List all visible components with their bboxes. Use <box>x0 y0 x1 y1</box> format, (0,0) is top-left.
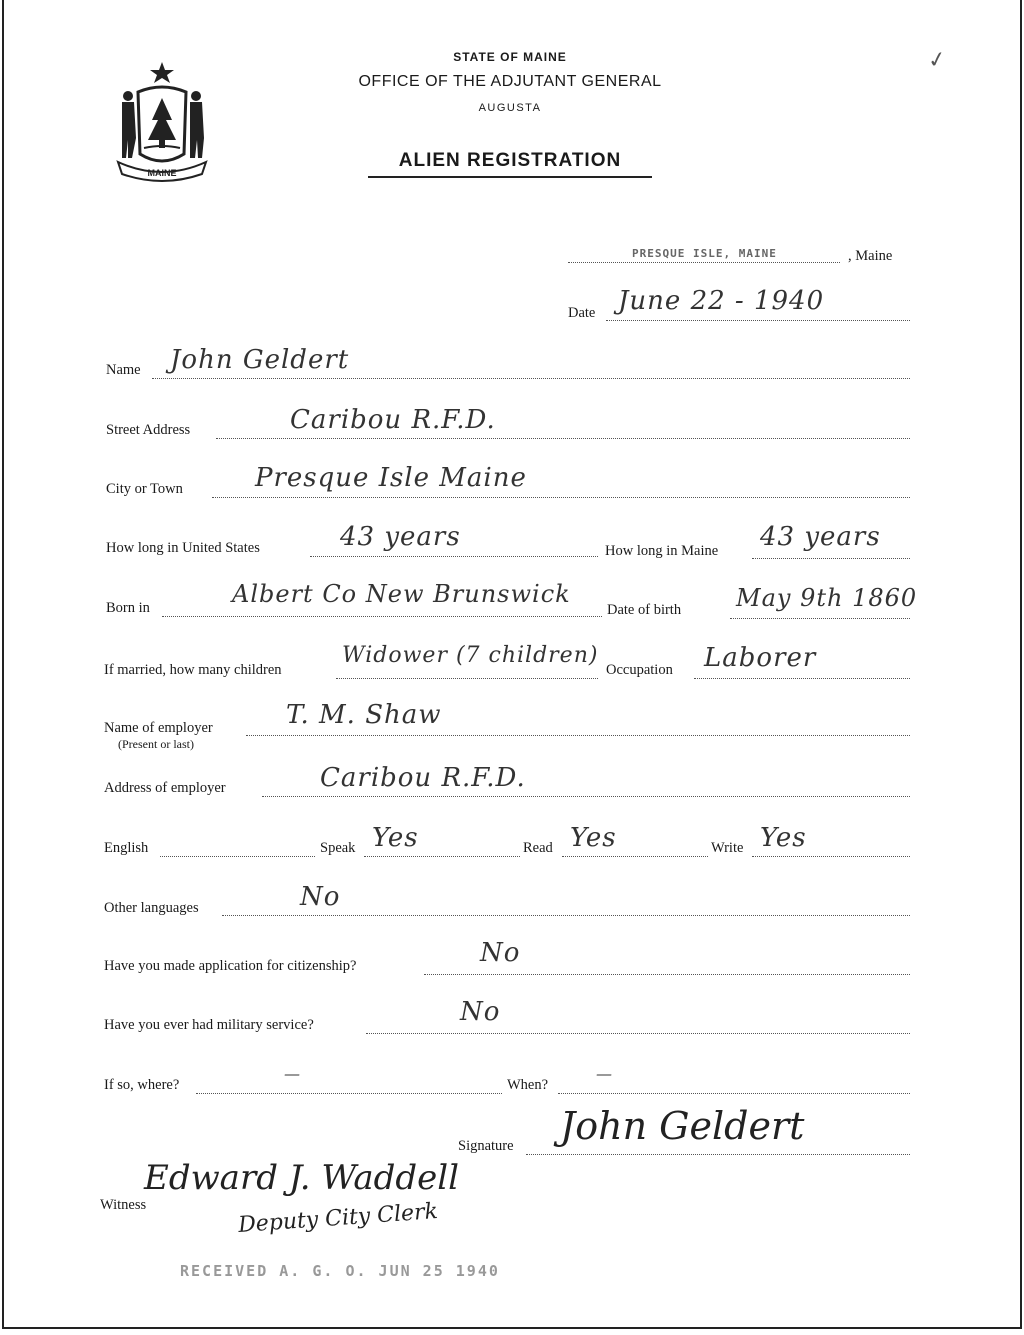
signature-value: John Geldert <box>560 1104 805 1148</box>
when-label: When? <box>507 1077 549 1093</box>
speak-line <box>364 856 520 857</box>
read-line <box>562 856 708 857</box>
children-value: Widower (7 children) <box>342 643 599 668</box>
military-value: No <box>460 997 501 1027</box>
street-value: Caribou R.F.D. <box>290 405 496 435</box>
how-long-us-label: How long in United States <box>106 540 260 556</box>
witness-title: Deputy City Clerk <box>237 1199 439 1238</box>
seal-text: MAINE <box>147 168 177 178</box>
signature-line <box>526 1154 910 1155</box>
date-of-birth-value: May 9th 1860 <box>736 584 918 612</box>
date-label: Date <box>568 305 596 321</box>
city-town-value: Presque Isle Maine <box>255 463 527 493</box>
witness-label: Witness <box>100 1197 147 1213</box>
read-label: Read <box>523 840 553 856</box>
place-stamp: PRESQUE ISLE, MAINE <box>632 247 777 260</box>
witness-value: Edward J. Waddell <box>144 1158 460 1198</box>
citizenship-value: No <box>480 938 521 968</box>
other-languages-value: No <box>300 882 341 912</box>
children-line <box>336 678 598 679</box>
name-value: John Geldert <box>170 345 350 375</box>
how-long-us-value: 43 years <box>340 522 461 552</box>
street-line <box>216 438 910 439</box>
received-stamp: RECEIVED A. G. O. JUN 25 1940 <box>180 1262 500 1280</box>
city-heading: AUGUSTA <box>478 102 542 114</box>
state-heading: STATE OF MAINE <box>453 50 567 64</box>
date-value: June 22 - 1940 <box>618 286 825 316</box>
occupation-label: Occupation <box>606 662 673 678</box>
employer-sublabel: (Present or last) <box>118 737 194 751</box>
other-languages-label: Other languages <box>104 900 199 916</box>
born-in-line <box>162 616 602 617</box>
when-value: — <box>596 1064 613 1083</box>
date-line <box>606 320 910 321</box>
city-town-line <box>212 497 910 498</box>
where-line <box>196 1093 502 1094</box>
title-underline <box>368 176 652 178</box>
check-mark: ✓ <box>925 46 949 75</box>
how-long-maine-line <box>752 558 910 559</box>
where-label: If so, where? <box>104 1077 180 1093</box>
signature-label: Signature <box>458 1138 514 1154</box>
how-long-us-line <box>310 556 598 557</box>
born-in-label: Born in <box>106 600 150 616</box>
employer-address-label: Address of employer <box>104 780 226 796</box>
maine-state-seal <box>110 58 214 186</box>
employer-address-line <box>262 796 910 797</box>
military-line <box>366 1033 910 1034</box>
city-town-label: City or Town <box>106 481 183 497</box>
occupation-value: Laborer <box>704 643 817 673</box>
occupation-line <box>694 678 910 679</box>
read-value: Yes <box>570 823 617 853</box>
born-in-value: Albert Co New Brunswick <box>232 580 571 608</box>
form-title: ALIEN REGISTRATION <box>398 150 622 171</box>
write-label: Write <box>711 840 744 856</box>
write-value: Yes <box>760 823 807 853</box>
date-of-birth-line <box>730 618 910 619</box>
date-of-birth-label: Date of birth <box>607 602 682 618</box>
speak-value: Yes <box>372 823 419 853</box>
office-heading: OFFICE OF THE ADJUTANT GENERAL <box>358 73 662 90</box>
street-label: Street Address <box>106 422 191 438</box>
other-languages-line <box>222 915 910 916</box>
employer-value: T. M. Shaw <box>286 700 442 730</box>
write-line <box>752 856 910 857</box>
employer-line <box>246 735 910 736</box>
place-suffix: , Maine <box>848 248 893 264</box>
employer-address-value: Caribou R.F.D. <box>320 763 526 793</box>
where-value: — <box>284 1064 301 1083</box>
citizenship-line <box>424 974 910 975</box>
employer-label: Name of employer <box>104 720 213 736</box>
how-long-maine-value: 43 years <box>760 522 881 552</box>
name-line <box>152 378 910 379</box>
english-line <box>160 856 315 857</box>
when-line <box>558 1093 910 1094</box>
english-label: English <box>104 840 149 856</box>
place-line <box>568 262 840 263</box>
children-label: If married, how many children <box>104 662 282 678</box>
how-long-maine-label: How long in Maine <box>605 543 719 559</box>
citizenship-label: Have you made application for citizenship? <box>104 958 357 974</box>
military-label: Have you ever had military service? <box>104 1017 314 1033</box>
speak-label: Speak <box>320 840 356 856</box>
name-label: Name <box>106 362 141 378</box>
